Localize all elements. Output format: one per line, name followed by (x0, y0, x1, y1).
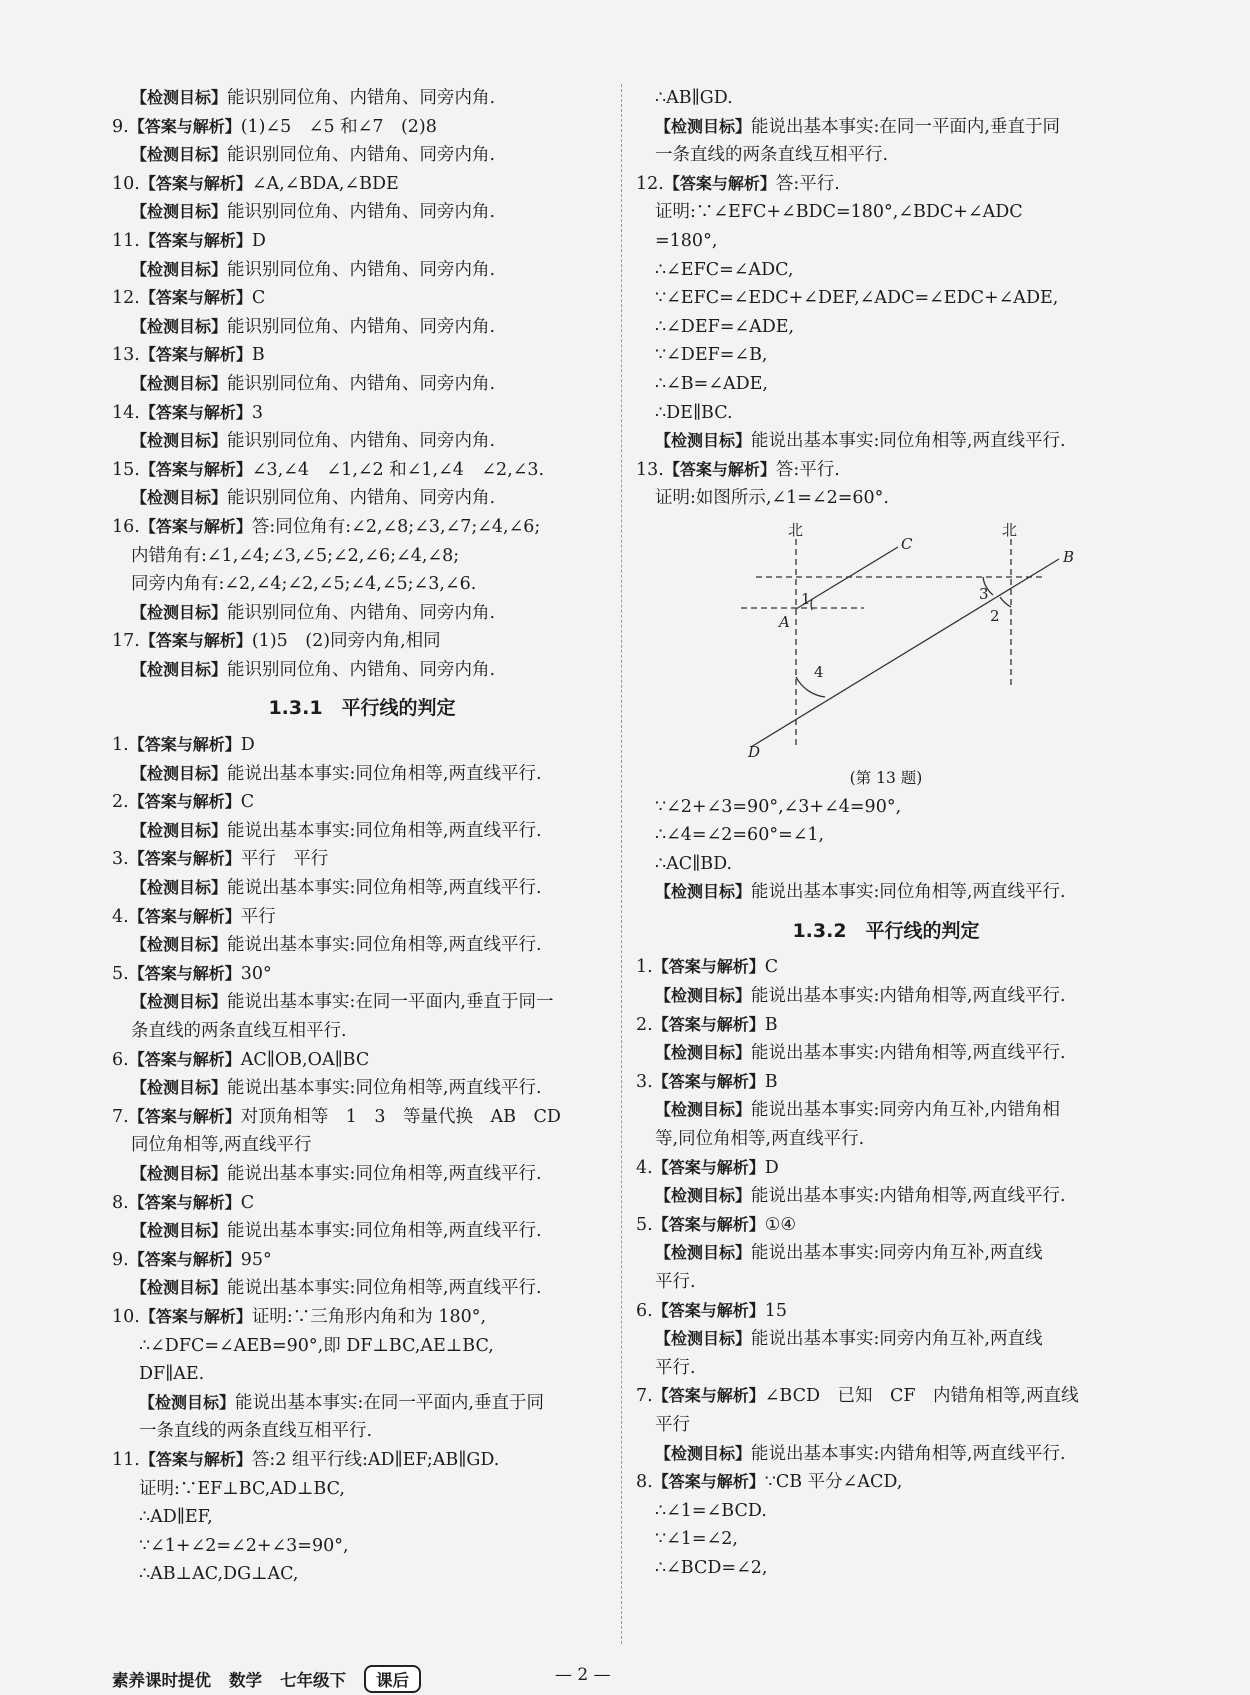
answer-line (112, 1046, 612, 1075)
point-B-label: B (1063, 547, 1075, 566)
text-line: 一条直线的两条直线互相平行. (655, 145, 889, 166)
question-number: 14. (112, 402, 140, 423)
objective-text: 能识别同位角、内错角、同旁内角. (227, 202, 496, 223)
text-line: ∴∠DFC=∠AEB=90°,即 DF⊥BC,AE⊥BC, (139, 1335, 494, 1356)
objective-tag: 【检测目标】 (131, 1221, 228, 1241)
text-line: ∵∠1=∠2, (655, 1529, 738, 1550)
objective-tag: 【检测目标】 (131, 878, 228, 898)
objective-text: 能说出基本事实:同位角相等,两直线平行. (227, 763, 542, 784)
answer-tag: 【答案与解析】 (128, 1106, 241, 1126)
right-column (636, 84, 1136, 1583)
text-line: 证明:如图所示,∠1=∠2=60°. (655, 488, 889, 509)
objective-tag: 【检测目标】 (655, 431, 752, 451)
objective-tag: 【检测目标】 (139, 1392, 236, 1412)
objective-text: 能说出基本事实:同旁内角互补,内错角相 (751, 1100, 1060, 1121)
answer-tag: 【答案与解析】 (139, 516, 252, 536)
answer-line (112, 456, 612, 485)
objective-line (112, 1274, 612, 1303)
answer-tag: 【答案与解析】 (128, 735, 241, 755)
angle-3-label: 3 (979, 584, 989, 603)
objective-line (636, 427, 1136, 456)
footer (112, 1665, 421, 1693)
question-number: 7. (636, 1386, 653, 1407)
objective-tag: 【检测目标】 (131, 992, 228, 1012)
column-divider (621, 84, 622, 1644)
answer-line (112, 627, 612, 656)
objective-tag: 【检测目标】 (655, 1100, 752, 1120)
objective-text: 能识别同位角、内错角、同旁内角. (227, 602, 496, 623)
answer-text: D (251, 230, 266, 251)
answer-line (636, 1011, 1136, 1040)
objective-text: 能说出基本事实:同位角相等,两直线平行. (751, 882, 1066, 903)
text-line: ∴∠B=∠ADE, (655, 373, 768, 394)
answer-text: 答:同位角有:∠2,∠8;∠3,∠7;∠4,∠6; (251, 516, 541, 537)
objective-text: 能说出基本事实:内错角相等,两直线平行. (751, 1043, 1066, 1064)
answer-text: 对顶角相等 1 3 等量代换 AB CD (240, 1106, 561, 1127)
objective-text: 能说出基本事实:同旁内角互补,两直线 (751, 1329, 1043, 1350)
answer-text: AC∥OB,OA∥BC (240, 1049, 370, 1070)
text-line: 平行 (655, 1414, 690, 1435)
footer-badge: 课后 (364, 1665, 421, 1693)
north-label-1: 北 (788, 520, 804, 539)
answer-line (636, 953, 1136, 982)
objective-tag: 【检测目标】 (131, 763, 228, 783)
answer-line (112, 845, 612, 874)
answer-text: (1)∠5 ∠5 和∠7 (2)8 (240, 116, 437, 137)
question-number: 10. (112, 1306, 140, 1327)
answer-line (636, 456, 1136, 485)
objective-tag: 【检测目标】 (655, 882, 752, 902)
text-line: ∴∠EFC=∠ADC, (655, 259, 794, 280)
answer-tag: 【答案与解析】 (652, 1214, 765, 1234)
angle-4-label: 4 (814, 662, 824, 681)
section-heading: 1.3.2 平行线的判定 (792, 919, 980, 942)
objective-line (636, 1325, 1136, 1354)
text-line: ∴∠BCD=∠2, (655, 1557, 768, 1578)
text-line: 证明:∵∠EFC+∠BDC=180°,∠BDC+∠ADC (655, 202, 1023, 223)
text-line: 平行. (655, 1357, 696, 1378)
question-number: 10. (112, 173, 140, 194)
objective-text: 能识别同位角、内错角、同旁内角. (227, 373, 496, 394)
angle-1-label: 1 (801, 589, 811, 608)
answer-text: D (240, 735, 255, 756)
question-number: 17. (112, 631, 140, 652)
text-line: ∴DE∥BC. (655, 402, 733, 423)
answer-tag: 【答案与解析】 (139, 345, 252, 365)
answer-text: C (240, 792, 255, 813)
objective-line (112, 484, 612, 513)
answer-tag: 【答案与解析】 (128, 116, 241, 136)
objective-line (112, 313, 612, 342)
text-line: ∴AB⊥AC,DG⊥AC, (139, 1564, 299, 1585)
question-number: 4. (636, 1157, 653, 1178)
answer-text: 15 (764, 1300, 787, 1321)
objective-tag: 【检测目标】 (131, 259, 228, 279)
objective-text: 能说出基本事实:同位角相等,两直线平行. (227, 1163, 542, 1184)
right-top-block (636, 84, 1136, 513)
answer-tag: 【答案与解析】 (128, 1049, 241, 1069)
objective-line (112, 817, 612, 846)
answer-text: C (251, 288, 266, 309)
north-label-2: 北 (1002, 520, 1018, 539)
objective-line (112, 599, 612, 628)
objective-tag: 【检测目标】 (655, 1329, 752, 1349)
answer-line (112, 903, 612, 932)
answer-text: B (764, 1071, 778, 1092)
objective-line (112, 1074, 612, 1103)
point-D-label: D (748, 742, 761, 761)
text-line: 内错角有:∠1,∠4;∠3,∠5;∠2,∠6;∠4,∠8; (131, 545, 460, 566)
answer-line (112, 170, 612, 199)
question-number: 12. (636, 173, 664, 194)
answer-line (112, 399, 612, 428)
answer-line (112, 1246, 612, 1275)
question-number: 8. (636, 1472, 653, 1493)
point-A-label: A (779, 612, 790, 631)
answer-line (112, 960, 612, 989)
answer-text: 答:平行. (775, 173, 840, 194)
objective-text: 能说出基本事实:内错角相等,两直线平行. (751, 986, 1066, 1007)
objective-text: 能识别同位角、内错角、同旁内角. (227, 145, 496, 166)
answer-text: D (764, 1157, 779, 1178)
text-line: 同旁内角有:∠2,∠4;∠2,∠5;∠4,∠5;∠3,∠6. (131, 574, 477, 595)
objective-tag: 【检测目标】 (131, 1278, 228, 1298)
question-number: 2. (112, 792, 129, 813)
answer-line (112, 731, 612, 760)
objective-tag: 【检测目标】 (131, 659, 228, 679)
text-line: ∵∠DEF=∠B, (655, 345, 768, 366)
objective-text: 能说出基本事实:在同一平面内,垂直于同 (235, 1392, 544, 1413)
question-number: 16. (112, 516, 140, 537)
text-line: 证明:∵EF⊥BC,AD⊥BC, (139, 1478, 345, 1499)
text-line: 平行. (655, 1272, 696, 1292)
footer-book-title: 素养课时提优 (112, 1671, 211, 1690)
text-line: ∵∠2+∠3=90°,∠3+∠4=90°, (655, 796, 902, 817)
answer-line (636, 1154, 1136, 1183)
question-number: 6. (112, 1049, 129, 1070)
text-line: =180°, (655, 230, 718, 251)
text-line: DF∥AE. (139, 1364, 205, 1385)
answer-line (636, 170, 1136, 199)
objective-line (112, 1389, 612, 1418)
answer-line (636, 1297, 1136, 1326)
figure-caption: (第 13 题) (849, 768, 923, 787)
answer-tag: 【答案与解析】 (652, 1071, 765, 1091)
objective-tag: 【检测目标】 (131, 202, 228, 222)
objective-line (636, 1039, 1136, 1068)
objective-tag: 【检测目标】 (131, 488, 228, 508)
objective-line (112, 1160, 612, 1189)
objective-tag: 【检测目标】 (131, 145, 228, 165)
objective-text: 能说出基本事实:同位角相等,两直线平行. (751, 431, 1066, 452)
objective-text: 能识别同位角、内错角、同旁内角. (227, 316, 496, 337)
answer-tag: 【答案与解析】 (139, 459, 252, 479)
answer-tag: 【答案与解析】 (139, 230, 252, 250)
question-number: 11. (112, 230, 140, 251)
answer-text: ∵CB 平分∠ACD, (764, 1472, 903, 1493)
answer-tag: 【答案与解析】 (652, 1386, 765, 1406)
answer-tag: 【答案与解析】 (139, 402, 252, 422)
answer-line (636, 1211, 1136, 1240)
answer-line (636, 1468, 1136, 1497)
footer-subject: 数学 (229, 1671, 262, 1690)
objective-text: 能说出基本事实:同位角相等,两直线平行. (227, 1278, 542, 1299)
question-number: 2. (636, 1014, 653, 1035)
text-line: ∴AB∥GD. (655, 88, 733, 108)
answer-tag: 【答案与解析】 (652, 1014, 765, 1034)
text-line: ∵∠EFC=∠EDC+∠DEF,∠ADC=∠EDC+∠ADE, (655, 288, 1059, 309)
text-line: ∵∠1+∠2=∠2+∠3=90°, (139, 1535, 349, 1556)
answer-line (636, 1068, 1136, 1097)
question-number: 5. (112, 963, 129, 984)
question-number: 6. (636, 1300, 653, 1321)
objective-tag: 【检测目标】 (131, 602, 228, 622)
answer-tag: 【答案与解析】 (663, 459, 776, 479)
answer-text: B (251, 345, 265, 366)
answer-text: 答:2 组平行线:AD∥EF;AB∥GD. (251, 1449, 500, 1470)
answer-tag: 【答案与解析】 (652, 957, 765, 977)
question-number: 4. (112, 906, 129, 927)
text-line: ∴∠DEF=∠ADE, (655, 316, 795, 337)
objective-tag: 【检测目标】 (655, 1443, 752, 1463)
answer-text: C (240, 1192, 255, 1213)
answer-tag: 【答案与解析】 (139, 173, 252, 193)
objective-line (636, 1096, 1136, 1125)
point-C-label: C (901, 534, 913, 553)
objective-line (112, 1217, 612, 1246)
objective-text: 能说出基本事实:同位角相等,两直线平行. (227, 820, 542, 841)
objective-line (112, 141, 612, 170)
answer-tag: 【答案与解析】 (128, 1192, 241, 1212)
objective-line (636, 1440, 1136, 1469)
objective-text: 能说出基本事实:同位角相等,两直线平行. (227, 1221, 542, 1242)
objective-line (112, 760, 612, 789)
objective-text: 能说出基本事实:同位角相等,两直线平行. (227, 1078, 542, 1099)
answer-tag: 【答案与解析】 (128, 849, 241, 869)
question-number: 9. (112, 116, 129, 137)
answer-text: 30° (240, 963, 272, 984)
objective-text: 能说出基本事实:在同一平面内,垂直于同 (751, 116, 1060, 137)
figure-13-diagram (636, 517, 1136, 762)
objective-tag: 【检测目标】 (131, 1163, 228, 1183)
objective-tag: 【检测目标】 (131, 820, 228, 840)
answer-text: 平行 (240, 906, 276, 927)
angle-2-label: 2 (990, 606, 1000, 625)
answer-tag: 【答案与解析】 (128, 906, 241, 926)
objective-line (112, 931, 612, 960)
answer-line (112, 227, 612, 256)
answer-tag: 【答案与解析】 (128, 1249, 241, 1269)
objective-line (636, 982, 1136, 1011)
answer-tag: 【答案与解析】 (139, 288, 252, 308)
answer-text: C (764, 957, 779, 978)
left-column (112, 84, 612, 1589)
question-number: 7. (112, 1106, 129, 1127)
answer-line (636, 1382, 1136, 1411)
objective-line (112, 988, 612, 1017)
objective-text: 能识别同位角、内错角、同旁内角. (227, 431, 496, 452)
objective-line (112, 874, 612, 903)
answer-tag: 【答案与解析】 (139, 1449, 252, 1469)
answer-line (112, 1303, 612, 1332)
objective-tag: 【检测目标】 (655, 116, 752, 136)
answer-tag: 【答案与解析】 (139, 631, 252, 651)
objective-line (636, 878, 1136, 907)
text-line: ∴∠4=∠2=60°=∠1, (655, 825, 825, 846)
objective-line (636, 1239, 1136, 1268)
answer-text: 平行 平行 (240, 849, 329, 870)
answer-text: 证明:∵三角形内角和为 180°, (251, 1306, 487, 1327)
section-heading: 1.3.1 平行线的判定 (268, 697, 456, 720)
question-number: 5. (636, 1214, 653, 1235)
answer-tag: 【答案与解析】 (652, 1472, 765, 1492)
objective-text: 能识别同位角、内错角、同旁内角. (227, 259, 496, 280)
text-line: ∴∠1=∠BCD. (655, 1500, 767, 1521)
right-bottom-block (636, 793, 1136, 1583)
objective-text: 能说出基本事实:内错角相等,两直线平行. (751, 1443, 1066, 1464)
objective-tag: 【检测目标】 (655, 986, 752, 1006)
answer-line (112, 284, 612, 313)
objective-tag: 【检测目标】 (655, 1186, 752, 1206)
text-line: 条直线的两条直线互相平行. (131, 1021, 347, 1041)
question-number: 3. (636, 1071, 653, 1092)
answer-text: ①④ (764, 1214, 797, 1235)
objective-line (112, 84, 612, 113)
question-number: 13. (112, 345, 140, 366)
answer-line (112, 788, 612, 817)
question-number: 3. (112, 849, 129, 870)
objective-text: 能识别同位角、内错角、同旁内角. (227, 488, 496, 509)
answer-text: ∠3,∠4 ∠1,∠2 和∠1,∠4 ∠2,∠3. (251, 459, 545, 480)
objective-tag: 【检测目标】 (131, 373, 228, 393)
answer-text: B (764, 1014, 778, 1035)
objective-tag: 【检测目标】 (131, 935, 228, 955)
question-number: 9. (112, 1249, 129, 1270)
answer-text: (1)5 (2)同旁内角,相同 (251, 631, 441, 652)
objective-text: 能说出基本事实:在同一平面内,垂直于同一 (227, 992, 554, 1013)
objective-text: 能说出基本事实:同旁内角互补,两直线 (751, 1243, 1043, 1264)
answer-line (112, 113, 612, 142)
question-number: 13. (636, 459, 664, 480)
answer-line (112, 1103, 612, 1132)
question-number: 1. (112, 735, 129, 756)
answer-tag: 【答案与解析】 (663, 173, 776, 193)
text-line: 等,同位角相等,两直线平行. (655, 1129, 865, 1150)
answer-line (112, 1189, 612, 1218)
objective-line (112, 256, 612, 285)
objective-text: 能说出基本事实:内错角相等,两直线平行. (751, 1186, 1066, 1207)
objective-line (112, 370, 612, 399)
objective-line (112, 656, 612, 685)
objective-tag: 【检测目标】 (131, 88, 228, 107)
answer-text: ∠BCD 已知 CF 内错角相等,两直线 (764, 1386, 1079, 1407)
objective-line (636, 113, 1136, 142)
answer-line (112, 513, 612, 542)
answer-text: 3 (251, 402, 263, 423)
question-number: 12. (112, 288, 140, 309)
question-number: 1. (636, 957, 653, 978)
objective-tag: 【检测目标】 (655, 1243, 752, 1263)
objective-tag: 【检测目标】 (131, 316, 228, 336)
answer-line (112, 341, 612, 370)
text-line: ∴AD∥EF, (139, 1507, 213, 1528)
objective-line (112, 198, 612, 227)
question-number: 15. (112, 459, 140, 480)
figure-13 (636, 517, 1136, 762)
answer-text: ∠A,∠BDA,∠BDE (251, 173, 399, 194)
text-line: 同位角相等,两直线平行 (131, 1135, 312, 1156)
text-line: ∴AC∥BD. (655, 853, 733, 874)
question-number: 11. (112, 1449, 140, 1470)
objective-line (112, 427, 612, 456)
answer-tag: 【答案与解析】 (128, 792, 241, 812)
objective-text: 能说出基本事实:同位角相等,两直线平行. (227, 935, 542, 956)
footer-grade: 七年级下 (280, 1671, 346, 1690)
objective-text: 能识别同位角、内错角、同旁内角. (227, 659, 496, 680)
objective-text: 能识别同位角、内错角、同旁内角. (227, 88, 496, 108)
answer-tag: 【答案与解析】 (139, 1306, 252, 1326)
objective-line (636, 1182, 1136, 1211)
answer-line (112, 1446, 612, 1475)
objective-tag: 【检测目标】 (655, 1043, 752, 1063)
question-number: 8. (112, 1192, 129, 1213)
page-number: — 2 — (555, 1665, 611, 1685)
answer-tag: 【答案与解析】 (652, 1300, 765, 1320)
objective-tag: 【检测目标】 (131, 1078, 228, 1098)
answer-text: 95° (240, 1249, 272, 1270)
objective-tag: 【检测目标】 (131, 431, 228, 451)
text-line: 一条直线的两条直线互相平行. (139, 1421, 373, 1442)
answer-tag: 【答案与解析】 (652, 1157, 765, 1177)
answer-tag: 【答案与解析】 (128, 963, 241, 983)
objective-text: 能说出基本事实:同位角相等,两直线平行. (227, 878, 542, 899)
answer-text: 答:平行. (775, 459, 840, 480)
